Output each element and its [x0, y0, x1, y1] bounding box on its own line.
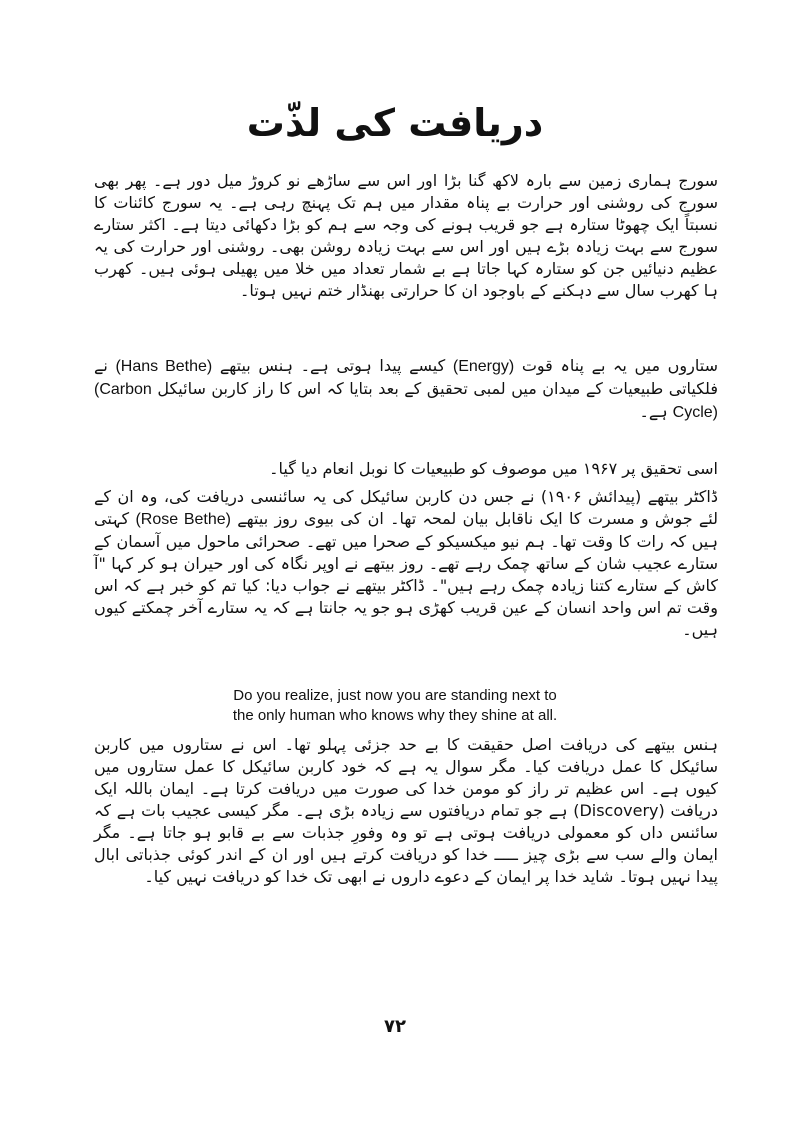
paragraph-rose [94, 486, 718, 641]
energy-text-3: نے فلکیاتی طبیعیات کے میدان میں لمبی تحقیق کے بعد بتایا کہ اس کا راز کاربن سائیکل [94, 356, 719, 398]
paragraph-faith: ہنس بیتھے کی دریافت اصل حقیقت کا بے حد جزئی پہلو تھا۔ اس نے ستاروں میں کاربن سائیکل کا عمل دریافت کیا۔ مگر سوال یہ ہے کہ خود کاربن سائیکل کا عمل ستاروں میں کیوں ہے۔ اس عظیم تر راز کو مومن خدا کی صورت میں دریافت کرتا ہے۔ ایمان باللہ ایک دریافت (Discovery) ہے جو تمام دریافتوں سے زیادہ بڑی ہے۔ مگر کیسی عجیب بات ہے کہ سائنس داں کو معمولی دریافت ہوتی ہے تو وہ وفورِ جذبات سے بے قابو ہو جاتا ہے۔ مگر ایمان والے سب سے بڑی چیز ـــــ خدا کو دریافت کرتے ہیں اور ان کے اندر کوئی جذباتی ابال پیدا نہیں ہوتا۔ شاید خدا پر ایمان کے دعوے داروں نے ابھی تک خدا کو دریافت نہیں کیا۔ [94, 735, 718, 886]
paragraph-nobel: اسی تحقیق پر ۱۹۶۷ میں موصوف کو طبیعیات کا نوبل انعام دیا گیا۔ [269, 459, 718, 478]
carbon-cycle-term: (Carbon Cycle) [94, 381, 718, 421]
english-quote [0, 686, 790, 726]
energy-term: (Energy) [452, 358, 515, 375]
paragraph-sun: سورج ہماری زمین سے بارہ لاکھ گنا بڑا اور اس سے ساڑھے نو کروڑ میل دور ہے۔ پھر بھی سورج کی روشنی اور حرارت بے پناہ مقدار میں ہم تک پہنچ رہی ہے۔ یہ سورج کائنات کا نسبتاً ایک چھوٹا ستارہ ہے جو قریب ہونے کی وجہ سے ہم کو بڑا دکھائی دیتا ہے۔ اکثر ستارے سورج سے بہت زیادہ بڑے ہیں اور اس سے بہت زیادہ روشن بھی۔ روشنی اور حرارت کی یہ عظیم دنیائیں جن کو ستارہ کہا جاتا ہے بے شمار تعداد میں خلا میں پھیلی ہوئی ہیں۔ کھرب ہا کھرب سال سے دہکنے کے باوجود ان کا حرارتی بھنڈار ختم نہیں ہوتا۔ [94, 171, 718, 300]
quote-line-2: the only human who knows why they shine at all. [232, 707, 558, 724]
page-number: ۷۲ [384, 1016, 406, 1037]
energy-text-2: کیسے پیدا ہوتی ہے۔ ہنس بیتھے [219, 356, 446, 375]
rose-text-1: ڈاکٹر بیتھے (پیدائش ۱۹۰۶) نے جس دن کاربن سائیکل کی یہ سائنسی دریافت کی، وہ ان کے لئے جوش و مسرت کا ایک ناقابل بیان لمحہ تھا۔ ان کی بیوی روز بیتھے [94, 487, 719, 528]
energy-text-4: ہے۔ [639, 402, 668, 421]
page-title: دریافت کی لذّت [246, 101, 544, 145]
rose-bethe-term: (Rose Bethe) [135, 511, 231, 528]
paragraph-energy [94, 355, 718, 424]
rose-text-2: کہتی ہیں کہ رات کا وقت تھا۔ ہم نیو میکسیکو کے صحرا میں تھے۔ صحرائی ماحول میں آسمان کے ستارے عجیب شان کے ساتھ چمک رہے تھے۔ روز بیتھے نے اوپر نگاہ کی اور حیران ہو کر کہا "آ کاش کے ستارے کتنا زیادہ چمک رہے ہیں"۔ ڈاکٹر بیتھے نے جواب دیا: کیا تم کو خبر ہے کہ اس وقت تم اس واحد انسان کے عین قریب کھڑی ہو جو یہ جانتا ہے کہ یہ ستارے آخر چمکتے کیوں ہیں۔ [94, 509, 718, 639]
hans-bethe-term: (Hans Bethe) [115, 358, 213, 375]
energy-text-1: ستاروں میں یہ بے پناہ قوت [521, 356, 718, 375]
quote-line-1: Do you realize, just now you are standing next to [233, 687, 557, 704]
